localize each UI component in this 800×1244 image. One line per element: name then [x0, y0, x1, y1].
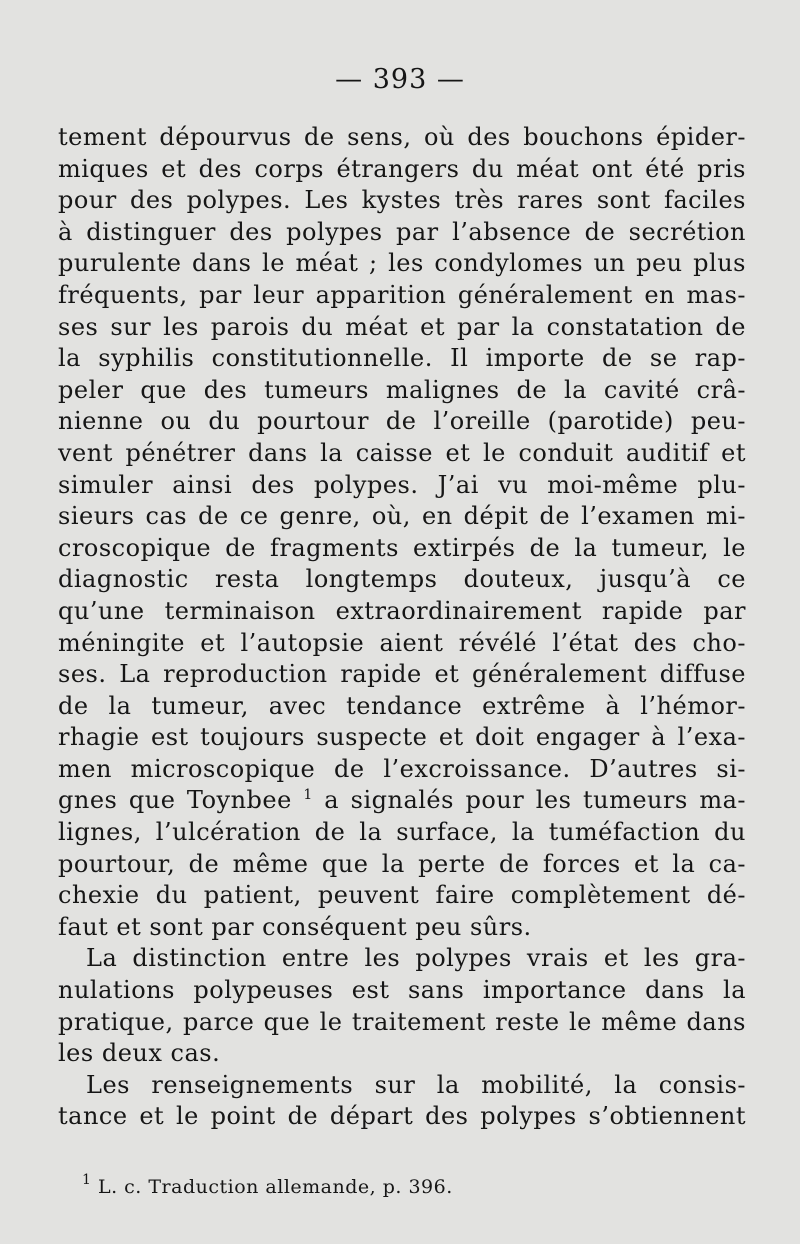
text-fragment: a signalés pour les tumeurs ma- — [312, 786, 746, 815]
text-line: de la tumeur, avec tendance extrême à l’hémor- — [58, 691, 746, 720]
footnote-text: L. c. Traduction allemande, p. 396. — [91, 1176, 453, 1198]
text-line: chexie du patient, peuvent faire complètement dé- — [58, 881, 746, 910]
text-line: ses. La reproduction rapide et généralement diffuse — [58, 660, 746, 689]
text-line-footnote-ref — [58, 785, 746, 817]
text-line: rhagie est toujours suspecte et doit engager à l’exa- — [58, 723, 746, 752]
text-line: à distinguer des polypes par l’absence de secrétion — [58, 217, 746, 246]
text-line: pour des polypes. Les kystes très rares sont faciles — [58, 186, 746, 215]
text-line: diagnostic resta longtemps douteux, jusqu’à ce — [58, 565, 746, 594]
text-line: men microscopique de l’excroissance. D’autres si- — [58, 754, 746, 783]
page-number: — 393 — — [335, 64, 465, 95]
footnote — [82, 1172, 453, 1198]
text-line: La distinction entre les polypes vrais et les gra- — [86, 944, 746, 973]
text-line: croscopique de fragments extirpés de la tumeur, le — [58, 533, 746, 562]
text-line: sieurs cas de ce genre, où, en dépit de l’examen mi- — [58, 502, 746, 531]
text-line: lignes, l’ulcération de la surface, la tuméfaction du — [58, 818, 746, 847]
text-line: faut et sont par conséquent peu sûrs. — [58, 912, 532, 941]
text-line: Les renseignements sur la mobilité, la consis- — [86, 1070, 746, 1099]
text-fragment: gnes que Toynbee — [58, 786, 292, 815]
text-line: pratique, parce que le traitement reste le même dans — [58, 1007, 746, 1036]
text-line: peler que des tumeurs malignes de la cavité crâ- — [58, 375, 746, 404]
text-line: la syphilis constitutionnelle. Il importe de se rap- — [58, 344, 746, 373]
text-line: pourtour, de même que la perte de forces et la ca- — [58, 849, 746, 878]
text-line: tance et le point de départ des polypes s’obtiennent — [58, 1102, 746, 1131]
text-line: purulente dans le méat ; les condylomes un peu plus — [58, 249, 746, 278]
text-line: nienne ou du pourtour de l’oreille (parotide) peu- — [58, 407, 746, 436]
text-line: vent pénétrer dans la caisse et le conduit auditif et — [58, 438, 746, 467]
text-line: tement dépourvus de sens, où des bouchons épider- — [58, 123, 746, 151]
text-line: qu’une terminaison extraordinairement rapide par — [58, 596, 746, 625]
footnote-marker: 1 — [82, 1172, 92, 1188]
footnote-marker: 1 — [303, 787, 313, 804]
text-line: méningite et l’autopsie aient révélé l’état des cho- — [58, 628, 746, 657]
text-line: simuler ainsi des polypes. J’ai vu moi-même plu- — [58, 470, 746, 499]
body-text — [58, 122, 746, 1133]
text-line: fréquents, par leur apparition généralement en mas- — [58, 280, 746, 309]
text-line: miques et des corps étrangers du méat ont été pris — [58, 154, 746, 183]
text-line: les deux cas. — [58, 1039, 221, 1068]
text-line: nulations polypeuses est sans importance dans la — [58, 976, 746, 1005]
text-line: ses sur les parois du méat et par la constatation de — [58, 312, 746, 341]
